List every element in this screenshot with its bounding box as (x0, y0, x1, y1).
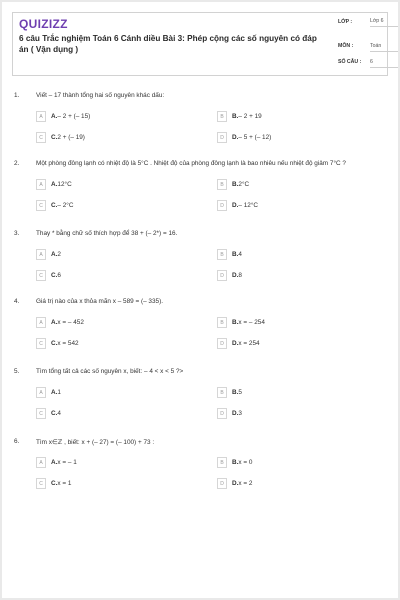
option-letter-box: A (36, 179, 46, 190)
option-letter-box: B (217, 179, 227, 190)
option-prefix: D. (232, 272, 239, 279)
option-text (232, 134, 271, 141)
option-prefix: D. (232, 480, 239, 487)
option-value: – 2°C (57, 202, 74, 209)
option-prefix: C. (51, 134, 58, 141)
option-letter-box: A (36, 249, 46, 260)
question-number: 5. (14, 368, 20, 375)
option-text (51, 272, 61, 279)
option-value: 4 (238, 251, 242, 258)
option-letter-box: D (217, 478, 227, 489)
option-text (51, 181, 72, 188)
option-text (232, 202, 258, 209)
option-value: x = – 1 (57, 459, 77, 466)
option-text (232, 459, 252, 466)
option-letter-box: C (36, 200, 46, 211)
option-value: 12°C (57, 181, 72, 188)
option-text (51, 251, 61, 258)
option-letter-box: A (36, 387, 46, 398)
question-count-value: 6 (370, 59, 398, 68)
option-prefix: A. (51, 389, 58, 396)
option-text (232, 410, 242, 417)
option-value: 1 (57, 389, 61, 396)
option-text (51, 134, 85, 141)
subject-value: Toán (370, 43, 398, 52)
option-letter-box: C (36, 338, 46, 349)
question-text: Giá trị nào của x thỏa mãn x – 589 = (– 335). (36, 298, 163, 305)
option-letter-box: B (217, 387, 227, 398)
option-text (232, 319, 265, 326)
option-letter-box: A (36, 457, 46, 468)
option-text (51, 410, 61, 417)
question-number: 2. (14, 160, 20, 167)
option-text (51, 480, 71, 487)
question-text: Tìm tổng tất cả các số nguyên x, biết: – 4 < x < 5 ?> (36, 368, 184, 375)
question-text: Một phòng đông lạnh có nhiệt độ là 5°C . Nhiệt độ của phòng đông lạnh là bao nhiêu nếu nhiệt độ giảm 7°C ? (36, 160, 346, 167)
option-prefix: A. (51, 113, 58, 120)
option-text (51, 340, 79, 347)
option-prefix: A. (51, 251, 58, 258)
option-letter-box: C (36, 478, 46, 489)
option-letter-box: A (36, 111, 46, 122)
option-value: x = 542 (57, 340, 79, 347)
option-text (51, 113, 90, 120)
option-prefix: C. (51, 272, 58, 279)
option-prefix: B. (232, 319, 239, 326)
option-prefix: C. (51, 202, 58, 209)
question-text: Tìm x∈ℤ , biết: x + (– 27) = (– 100) + 73 : (36, 439, 155, 446)
option-text (51, 319, 84, 326)
option-value: x = 0 (238, 459, 253, 466)
option-prefix: A. (51, 459, 58, 466)
option-letter-box: D (217, 200, 227, 211)
option-prefix: D. (232, 202, 239, 209)
option-value: – 5 + (– 12) (238, 134, 272, 141)
option-letter-box: B (217, 457, 227, 468)
option-prefix: C. (51, 480, 58, 487)
question-text: Viết – 17 thành tổng hai số nguyên khác dấu: (36, 92, 165, 99)
worksheet-title: 6 câu Trắc nghiệm Toán 6 Cánh diều Bài 3: Phép cộng các số nguyên có đáp án ( Vận dụng ) (19, 34, 317, 54)
option-value: 5 (238, 389, 242, 396)
option-value: 2 + (– 19) (57, 134, 85, 141)
option-value: x = – 452 (57, 319, 84, 326)
option-value: x = – 254 (238, 319, 265, 326)
option-letter-box: D (217, 338, 227, 349)
question-number: 1. (14, 92, 20, 99)
option-prefix: D. (232, 134, 239, 141)
option-text (232, 480, 252, 487)
option-text (232, 340, 260, 347)
option-letter-box: D (217, 132, 227, 143)
option-value: x = 254 (238, 340, 260, 347)
worksheet-header (12, 12, 388, 76)
option-letter-box: D (217, 408, 227, 419)
option-text (51, 389, 61, 396)
option-value: – 12°C (238, 202, 259, 209)
option-value: 2 (57, 251, 61, 258)
option-prefix: A. (51, 181, 58, 188)
class-value: Lớp 6 (370, 18, 398, 27)
option-letter-box: C (36, 408, 46, 419)
option-text (232, 389, 242, 396)
option-letter-box: C (36, 270, 46, 281)
option-prefix: B. (232, 181, 239, 188)
question-number: 4. (14, 298, 20, 305)
option-prefix: D. (232, 410, 239, 417)
option-letter-box: C (36, 132, 46, 143)
option-value: 8 (238, 272, 242, 279)
option-prefix: B. (232, 113, 239, 120)
option-value: 2°C (238, 181, 250, 188)
option-text (232, 251, 242, 258)
option-text (232, 113, 262, 120)
option-value: x = 1 (57, 480, 72, 487)
option-value: 3 (238, 410, 242, 417)
option-value: 4 (57, 410, 61, 417)
option-prefix: B. (232, 459, 239, 466)
option-prefix: C. (51, 410, 58, 417)
option-letter-box: B (217, 111, 227, 122)
question-number: 6. (14, 438, 20, 445)
option-letter-box: D (217, 270, 227, 281)
option-letter-box: A (36, 317, 46, 328)
question-count-label: SỐ CÂU : (338, 59, 362, 65)
option-text (232, 272, 242, 279)
class-label: LỚP : (338, 19, 353, 25)
quizizz-logo: QUIZIZZ (19, 17, 68, 31)
option-text (51, 202, 73, 209)
option-value: x = 2 (238, 480, 253, 487)
question-number: 3. (14, 230, 20, 237)
option-prefix: B. (232, 251, 239, 258)
option-prefix: C. (51, 340, 58, 347)
option-prefix: B. (232, 389, 239, 396)
option-text (51, 459, 77, 466)
option-prefix: D. (232, 340, 239, 347)
option-value: 6 (57, 272, 61, 279)
option-value: – 2 + 19 (238, 113, 262, 120)
question-text: Thay * bằng chữ số thích hợp để 38 + (– 2*) = 16. (36, 230, 178, 237)
option-letter-box: B (217, 249, 227, 260)
option-letter-box: B (217, 317, 227, 328)
worksheet-page (2, 2, 398, 598)
subject-label: MÔN : (338, 43, 354, 49)
option-value: – 2 + (– 15) (57, 113, 91, 120)
option-text (232, 181, 249, 188)
option-prefix: A. (51, 319, 58, 326)
